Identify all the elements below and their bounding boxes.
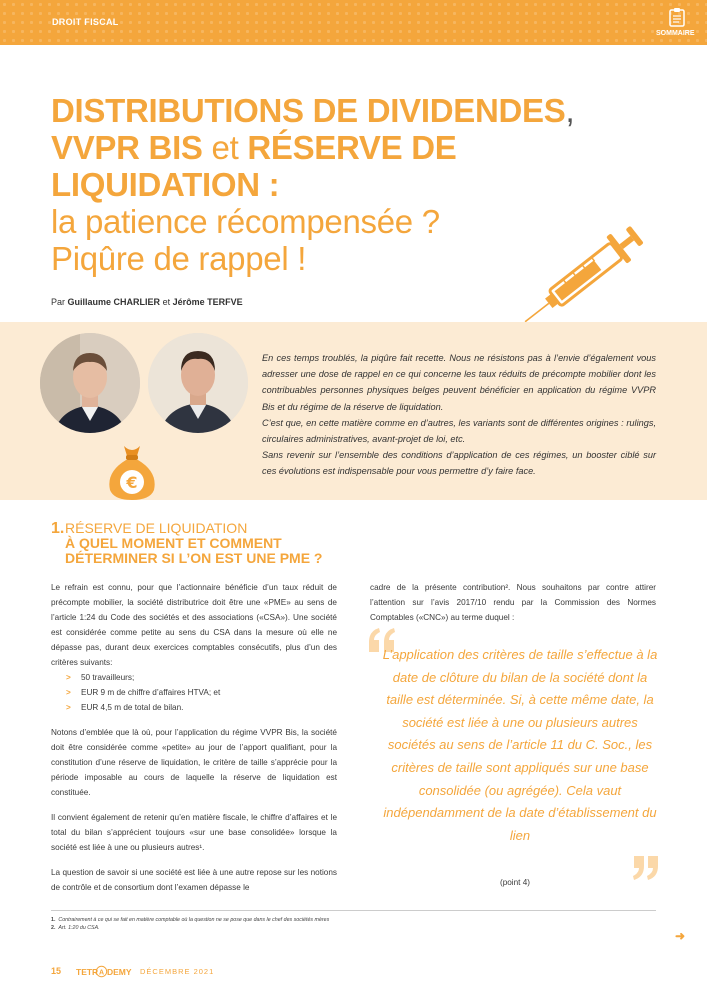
author-photo-2 (148, 333, 248, 433)
body-paragraph: Notons d’emblée que là où, pour l’application du régime VVPR Bis, la société doit être considérée comme «petite» au jour de l’apport qualifiant, pour la constitution d’une réserve de liquidation, le critère de taille s’apprécie pour la période imposable au cours de laquelle la réserve de liquidation est constituée. (51, 728, 337, 797)
title-reserve: RÉSERVE DE (247, 129, 457, 166)
section-heading-line2: DÉTERMINER SI L’ON EST UNE PME ? (65, 550, 323, 566)
byline-prefix: Par (51, 297, 66, 307)
footnote (51, 924, 329, 932)
svg-text:DEMY: DEMY (107, 967, 132, 977)
title-et: et (211, 129, 239, 166)
section-number: 1. (51, 520, 65, 537)
list-item (51, 670, 337, 685)
author-2: Jérôme TERFVE (172, 297, 243, 307)
footnotes (51, 916, 329, 932)
section-heading (51, 520, 323, 566)
tetracademy-logo (76, 964, 132, 978)
quote-reference: (point 4) (499, 878, 531, 887)
footnote-text: Art. 1:20 du CSA. (58, 925, 100, 931)
title-comma: , (565, 92, 575, 129)
list-item (51, 700, 337, 715)
arrow-right-icon[interactable]: ➜ (675, 929, 686, 943)
issue-date: DÉCEMBRE 2021 (140, 967, 215, 976)
svg-text:A: A (98, 969, 105, 977)
criteria-list (51, 670, 337, 715)
intro-paragraph-1: En ces temps troublés, la piqûre fait recette. Nous ne résistons pas à l’envie d’également vous adresser une dose de rappel en ce qui concerne les taux réduits de précompte mobilier dont les contribuables personnes physiques belges peuvent bénéficier en application du régime VVPR Bis et du régime de la réserve de liquidation. (262, 353, 656, 412)
svg-text:TETR: TETR (76, 967, 99, 977)
sommaire-link[interactable]: SOMMAIRE (656, 30, 695, 37)
svg-text:€: € (126, 473, 138, 492)
byline-conj: et (162, 297, 171, 307)
section-label-text: RÉSERVE DE LIQUIDATION (65, 520, 248, 536)
syringe-icon (505, 220, 665, 330)
bullet-arrow-icon: > (66, 703, 71, 712)
bullet-arrow-icon: > (66, 673, 71, 682)
subtitle-line1: la patience récompensée ? (51, 203, 440, 240)
footnote-text: Contrairement à ce qui se fait en matière comptable où la question ne se pose que dans le chef des sociétés mères (58, 917, 330, 923)
bullet-arrow-icon: > (66, 688, 71, 697)
pull-quote: L’application des critères de taille s’effectue à la date de clôture du bilan de la société dont la taille est déterminée. Si, à cette même date, la société est liée à une ou plusieurs autres sociétés au sens de l’article 11 du C. Soc., les critères de taille sont appliqués sur une base consolidée (ou agrégée). Cela vaut indépendamment de la date d’établissement du lien (382, 647, 658, 843)
byline (51, 297, 243, 307)
subtitle-line2: Piqûre de rappel ! (51, 240, 307, 277)
section-heading-line1: À QUEL MOMENT ET COMMENT (65, 535, 282, 551)
intro-paragraph-3: Sans revenir sur l’ensemble des conditions d’application de ces régimes, un booster ciblé sur ces évolutions est indispensable pour vous permettre d’y faire face. (262, 450, 656, 477)
body-column-right (370, 580, 656, 625)
quote-close-icon (631, 856, 661, 880)
footnote-divider (51, 910, 656, 911)
intro-paragraph-2: C’est que, en cette matière comme en d’autres, les variants sont de différentes origines : rulings, circulaires administratives, avant-projet de loi, etc. (262, 417, 656, 445)
list-item (51, 685, 337, 700)
body-paragraph: Le refrain est connu, pour que l’actionnaire bénéficie d’un taux réduit de précompte mobilier, la société distributrice doit être une «PME» au sens de l’article 1:24 du Code des sociétés et des associations («CSA»). Une société est considérée comme petite au sens du CSA dans la mesure où elle ne dépasse pas, durant deux exercices comptables consécutifs, plus d’un des critères suivants: (51, 583, 337, 667)
intro-text (262, 350, 656, 480)
page-number: 15 (51, 966, 62, 976)
author-photo-1 (40, 333, 140, 433)
title-vvpr: VVPR BIS (51, 129, 203, 166)
body-paragraph: La question de savoir si une société est liée à une autre repose sur les notions de contrôle et de consortium dont l’examen dépasse le (51, 868, 337, 892)
footnote (51, 916, 329, 924)
body-paragraph: cadre de la présente contribution². Nous souhaitons par contre attirer l’attention sur l’avis 2017/10 rendu par la Commission des Normes Comptables («CNC») au terme duquel : (370, 583, 656, 622)
list-item-text: 50 travailleurs; (81, 673, 135, 682)
list-item-text: EUR 4,5 m de total de bilan. (81, 703, 184, 712)
title-line1: DISTRIBUTIONS DE DIVIDENDES (51, 92, 566, 129)
body-column-left (51, 580, 337, 905)
money-bag-icon (102, 440, 162, 500)
footnote-number: 1. (51, 917, 56, 923)
clipboard-icon[interactable] (669, 7, 685, 27)
body-paragraph: Il convient également de retenir qu’en matière fiscale, le chiffre d’affaires et le total du bilan s’apprécient toujours «sur une base consolidée» lorsque la société est liée à une ou plusieurs autres¹. (51, 813, 337, 852)
list-item-text: EUR 9 m de chiffre d’affaires HTVA; et (81, 688, 221, 697)
footnote-number: 2. (51, 925, 56, 931)
author-1: Guillaume CHARLIER (67, 297, 161, 307)
title-line3: LIQUIDATION : (51, 166, 280, 203)
section-label: DROIT FISCAL (52, 17, 119, 27)
